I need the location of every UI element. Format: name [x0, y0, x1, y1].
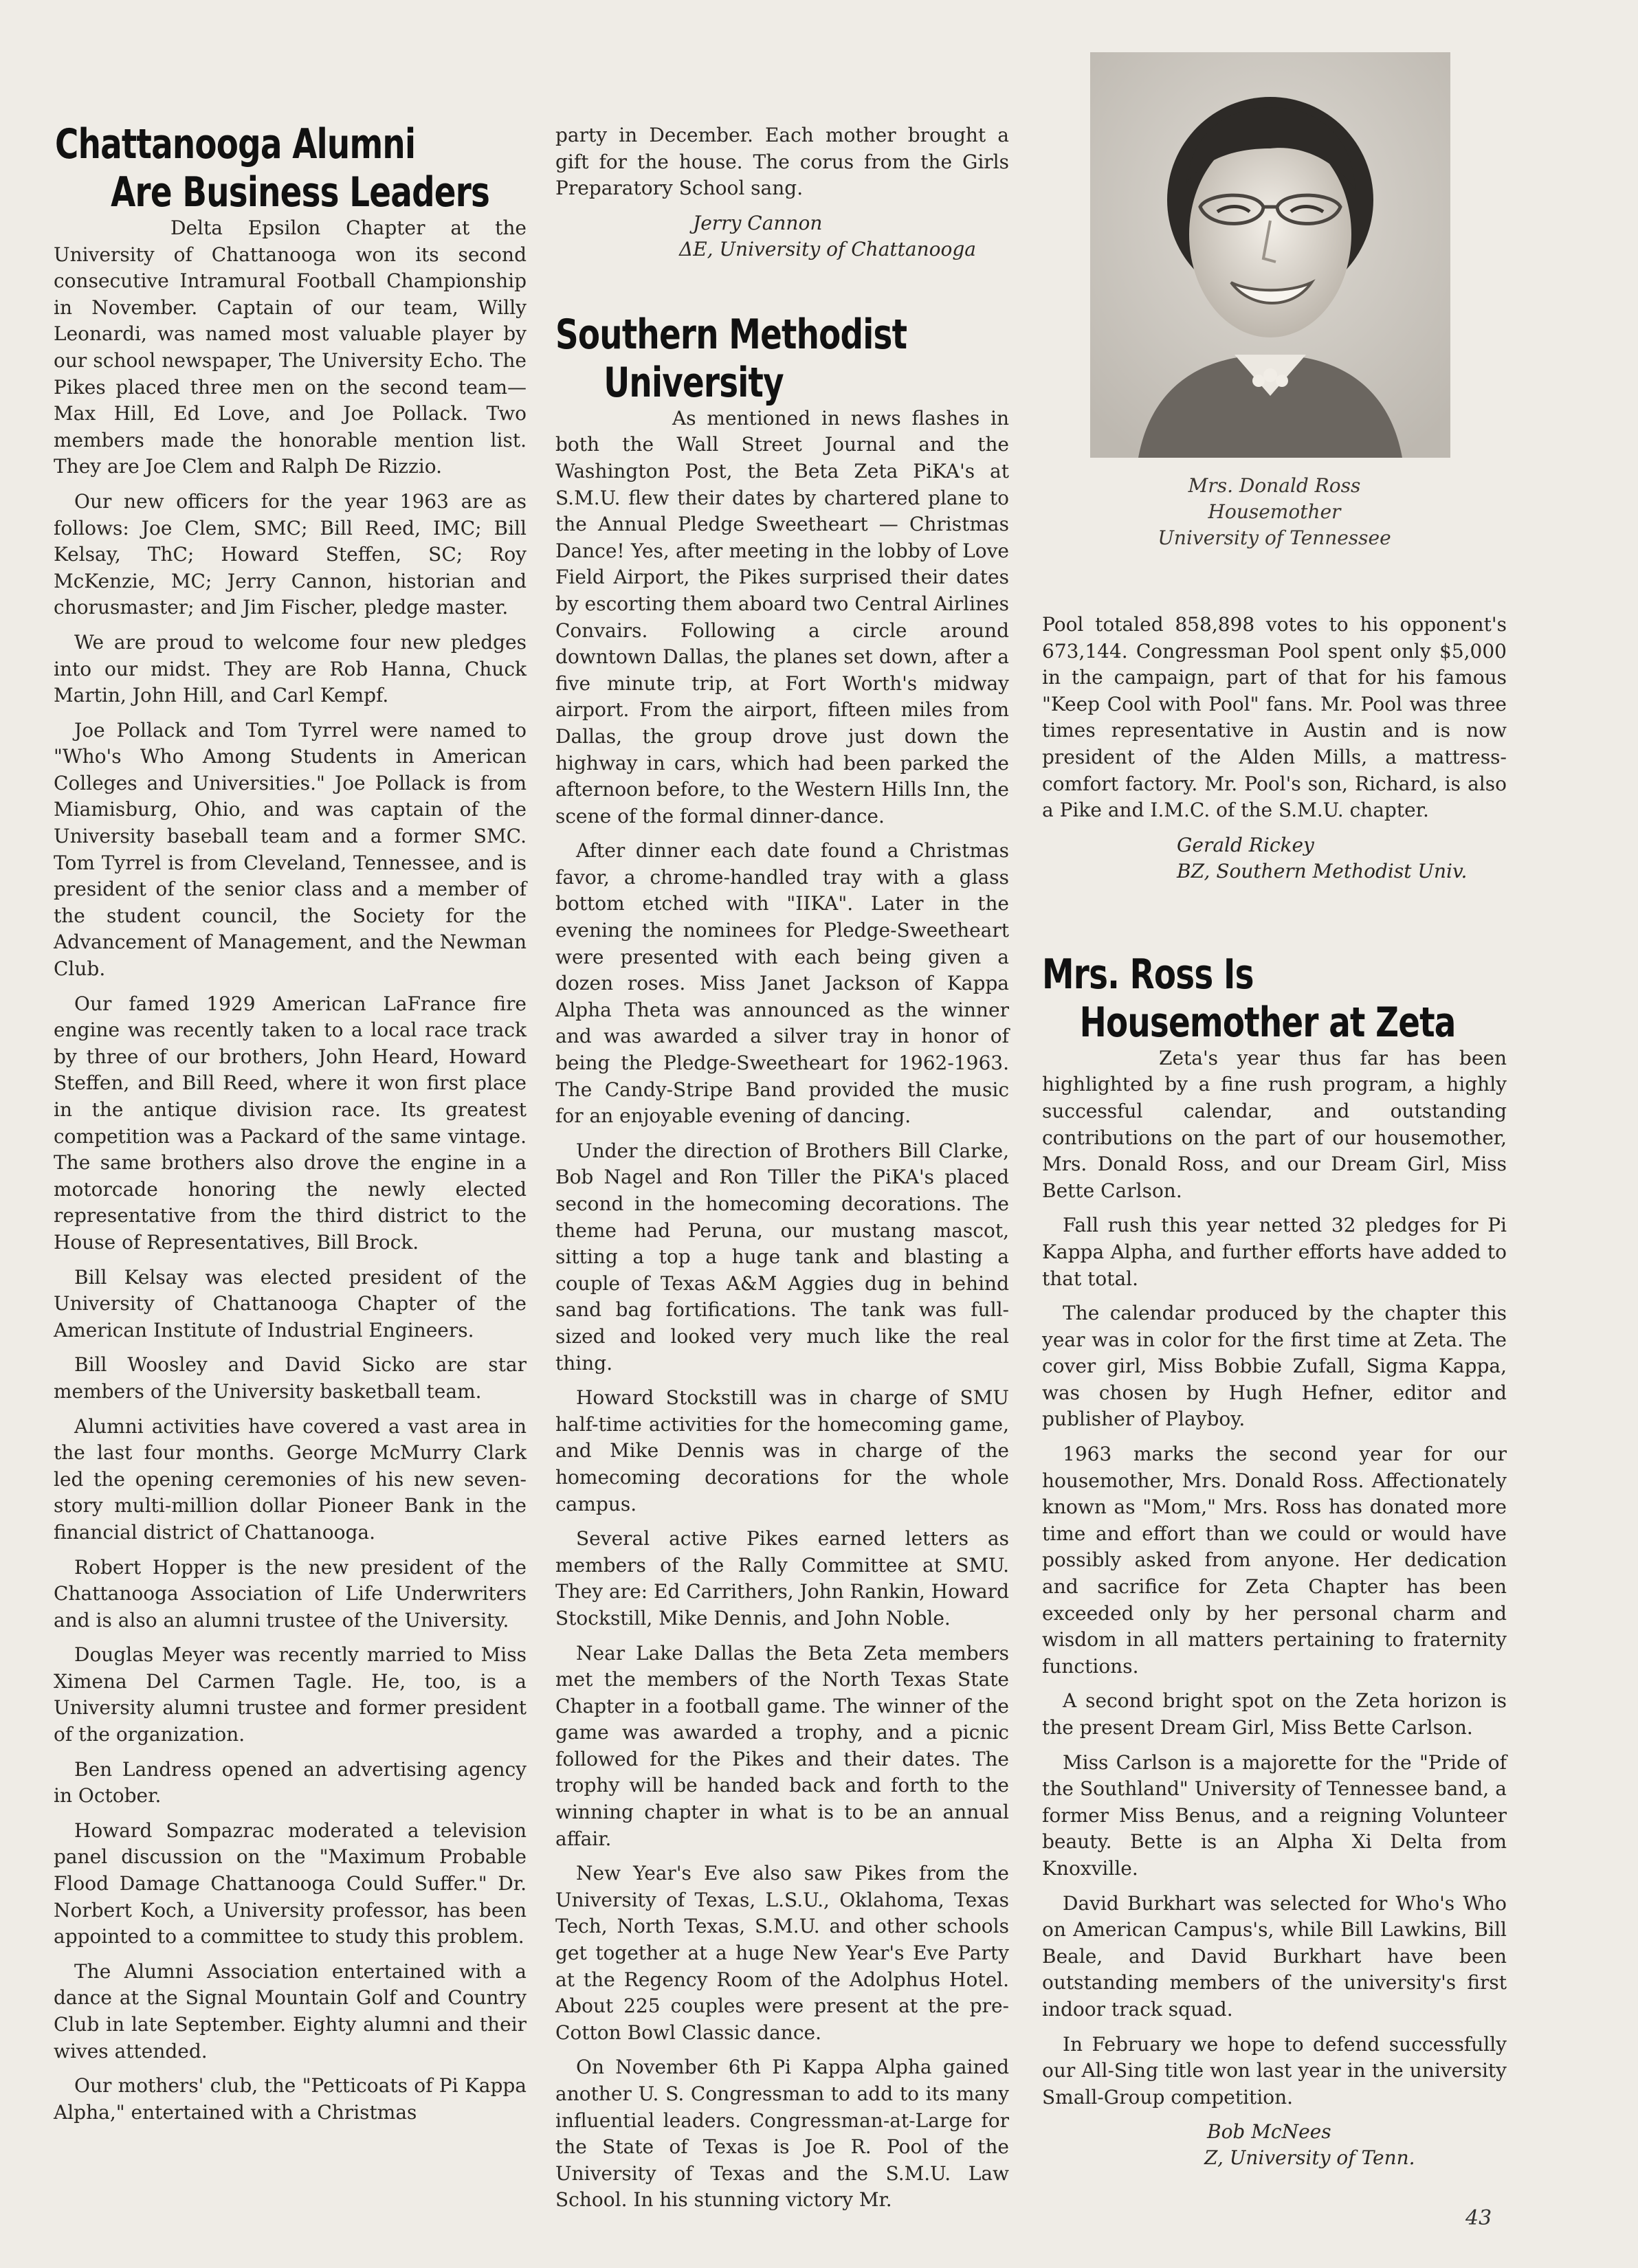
paragraph: The Alumni Association entertained with a dance at the Signal Mountain Golf and Country Club in late September. Eighty alumni and their wives attended.	[54, 1959, 527, 2063]
article-chattanooga-body	[54, 215, 527, 2126]
article-zeta-title	[1042, 950, 1456, 1047]
paragraph: Several active Pikes earned letters as members of the Rally Committee at SMU. They are: Ed Carrithers, John Rankin, Howard Stockstill, Mike Dennis, and John Noble.	[555, 1527, 1009, 1630]
column-right	[1042, 52, 1507, 2171]
paragraph: Delta Epsilon Chapter at the University of Chattanooga won its second consecutive Intramural Football Championship in November. Captain of our team, Willy Leonardi, was named most valuable player by our school newspaper, The University Echo. The Pikes placed three men on the second team—Max Hill, Ed Love, and Joe Pollack. Two members made the honorable mention list. They are Joe Clem and Ralph De Rizzio.	[54, 216, 527, 478]
title-line: Southern Methodist	[555, 310, 907, 359]
paragraph: Our mothers' club, the "Petticoats of Pi Kappa Alpha," entertained with a Christmas	[54, 2074, 527, 2124]
paragraph: New Year's Eve also saw Pikes from the University of Texas, L.S.U., Oklahoma, Texas Tech, North Texas, S.M.U. and other schools get together at a huge New Year's Eve Party at the Regency Room of the Adolphus Hotel. About 225 couples were present at the pre-Cotton Bowl Classic dance.	[555, 1862, 1009, 2044]
paragraph: Miss Carlson is a majorette for the "Pride of the Southland" University of Tennessee band, a former Miss Benus, and a reigning Volunteer beauty. Bette is an Alpha Xi Delta from Knoxville.	[1042, 1750, 1507, 1880]
paragraph: Fall rush this year netted 32 pledges for Pi Kappa Alpha, and further efforts have added to that total.	[1042, 1214, 1507, 1290]
caption-name: Mrs. Donald Ross	[1188, 474, 1361, 497]
paragraph: Bill Kelsay was elected president of the University of Chattanooga Chapter of the American Institute of Industrial Engineers.	[54, 1265, 527, 1342]
paragraph: Joe Pollack and Tom Tyrrel were named to "Who's Who Among Students in American Colleges and Universities." Joe Pollack is from Miamisburg, Ohio, and was captain of the University baseball team and a former SMC. Tom Tyrrel is from Cleveland, Tennessee, and is president of the senior class and a member of the student council, the Society for the Advancement of Management, and the Newman Club.	[54, 718, 527, 981]
article-chattanooga-signature	[555, 210, 1009, 263]
paragraph: Our famed 1929 American LaFrance fire engine was recently taken to a local race track by three of our brothers, John Heard, Howard Steffen, and Bill Reed, where it won first place in the antique division race. Its greatest competition was a Packard of the same vintage. The same brothers also drove the engine in a motorcade honoring the newly elected representative from the third district to the House of Representatives, Bill Brock.	[54, 992, 527, 1254]
article-smu-signature	[1042, 832, 1507, 885]
author-name: Gerald Rickey	[1177, 833, 1314, 856]
paragraph: Howard Sompazrac moderated a television panel discussion on the "Maximum Probable Flood Damage Chattanooga Could Suffer." Dr. Norbert Koch, a University professor, has been appointed to a committee to study this problem.	[54, 1819, 527, 1948]
paragraph: In February we hope to defend successfully our All-Sing title won last year in the university Small-Group competition.	[1042, 2032, 1507, 2109]
author-affiliation: BZ, Southern Methodist Univ.	[1177, 859, 1468, 882]
title-line: Housemother at Zeta	[1079, 998, 1456, 1047]
title-line: Are Business Leaders	[111, 168, 490, 216]
paragraph: After dinner each date found a Christmas favor, a chrome-handled tray with a glass bottom etched with "IIKA". Later in the evening the nominees for Pledge-Sweetheart were presented with each being given a dozen roses. Miss Janet Jackson of Kappa Alpha Theta was announced as the winner and was awarded a silver tray in honor of being the Pledge-Sweetheart for 1962-1963. The Candy-Stripe Band provided the music for an enjoyable evening of dancing.	[555, 839, 1009, 1128]
author-affiliation: ΔE, University of Chattanooga	[679, 237, 976, 260]
title-line: Mrs. Ross Is	[1042, 950, 1254, 999]
portrait-illustration	[1090, 52, 1450, 458]
column-left	[54, 120, 527, 2134]
author-name: Bob McNees	[1207, 2120, 1331, 2144]
paragraph: Our new officers for the year 1963 are as follows: Joe Clem, SMC; Bill Reed, IMC; Bill Kelsay, ThC; Howard Steffen, SC; Roy McKenzie, MC; Jerry Cannon, historian and chorusmaster; and Jim Fischer, pledge master.	[54, 489, 527, 619]
paragraph: David Burkhart was selected for Who's Who on American Campus's, while Bill Lawkins, Bill Beale, and David Burkhart have been outstanding members of the university's first indoor track squad.	[1042, 1891, 1507, 2021]
title-line: Chattanooga Alumni	[55, 120, 416, 168]
paragraph-continued: party in December. Each mother brought a gift for the house. The corus from the Girls Preparatory School sang.	[555, 124, 1009, 200]
caption-school: University of Tennessee	[1158, 526, 1391, 549]
paragraph-continued: Pool totaled 858,898 votes to his opponent's 673,144. Congressman Pool spent only $5,000 in the campaign, part of that for his famous "Keep Cool with Pool" fans. Mr. Pool was three times representative in Austin and is now president of the Alden Mills, a mattress-comfort factory. Mr. Pool's son, Richard, is also a Pike and I.M.C. of the S.M.U. chapter.	[1042, 613, 1507, 822]
page-number: 43	[1465, 2206, 1492, 2230]
paragraph: Alumni activities have covered a vast area in the last four months. George McMurry Clark led the opening ceremonies of his new seven-story multi-million dollar Pioneer Bank in the financial district of Chattanooga.	[54, 1414, 527, 1544]
author-affiliation: Z, University of Tenn.	[1204, 2146, 1415, 2170]
photo-caption	[1042, 473, 1507, 551]
title-line: University	[604, 358, 784, 407]
paragraph: Robert Hopper is the new president of the Chattanooga Association of Life Underwriters and is also an alumni trustee of the University.	[54, 1555, 527, 1632]
article-zeta-signature	[1042, 2119, 1507, 2171]
paragraph: Near Lake Dallas the Beta Zeta members met the members of the North Texas State Chapter in a football game. The winner of the game was awarded a trophy, and a picnic followed for the Pikes and their dates. The trophy will be handed back and forth to the winning chapter in what is to be an annual affair.	[555, 1641, 1009, 1850]
article-chattanooga-title	[55, 120, 490, 216]
article-zeta-body	[1042, 1045, 1507, 2111]
column-middle	[555, 122, 1009, 2222]
paragraph: We are proud to welcome four new pledges into our midst. They are Rob Hanna, Chuck Martin, John Hill, and Carl Kempf.	[54, 630, 527, 707]
author-name: Jerry Cannon	[693, 211, 823, 234]
paragraph: The calendar produced by the chapter this year was in color for the first time at Zeta. The cover girl, Miss Bobbie Zufall, Sigma Kappa, was chosen by Hugh Hefner, editor and publisher of Playboy.	[1042, 1302, 1507, 1431]
paragraph: Bill Woosley and David Sicko are star members of the University basketball team.	[54, 1353, 527, 1403]
paragraph: Ben Landress opened an advertising agency in October.	[54, 1757, 527, 1808]
paragraph: Douglas Meyer was recently married to Miss Ximena Del Carmen Tagle. He, too, is a University alumni trustee and former president of the organization.	[54, 1643, 527, 1746]
paragraph: 1963 marks the second year for our housemother, Mrs. Donald Ross. Affectionately known as "Mom," Mrs. Ross has donated more time and effort than we could or would have possibly asked from anyone. Her dedication and sacrifice for Zeta Chapter has been exceeded only by her personal charm and wisdom in all matters pertaining to fraternity functions.	[1042, 1443, 1507, 1678]
paragraph: Under the direction of Brothers Bill Clarke, Bob Nagel and Ron Tiller the PiKA's placed second in the homecoming decorations. The theme had Peruna, our mustang mascot, sitting a top a huge tank and blasting a couple of Texas A&M Aggies dug in behind sand bag fortifications. The tank was full-sized and looked very much like the real thing.	[555, 1139, 1009, 1375]
paragraph: A second bright spot on the Zeta horizon is the present Dream Girl, Miss Bette Carlson.	[1042, 1689, 1507, 1739]
paragraph: Zeta's year thus far has been highlighted by a fine rush program, a highly successful calendar, and outstanding contributions on the part of our housemother, Mrs. Donald Ross, and our Dream Girl, Miss Bette Carlson.	[1042, 1046, 1507, 1202]
paragraph: Howard Stockstill was in charge of SMU half-time activities for the homecoming game, and Mike Dennis was in charge of the homecoming decorations for the whole campus.	[555, 1386, 1009, 1515]
paragraph: As mentioned in news flashes in both the Wall Street Journal and the Washington Post, the Beta Zeta PiKA's at S.M.U. flew their dates by chartered plane to the Annual Pledge Sweetheart — Christmas Dance! Yes, after meeting in the lobby of Love Field Airport, the Pikes surprised their dates by escorting them aboard two Central Airlines Convairs. Following a circle around downtown Dallas, the planes set down, after a five minute trip, at Fort Worth's midway airport. From the airport, fifteen miles from Dallas, the group drove just down the highway in cars, which had been parked the afternoon before, to the Western Hills Inn, the scene of the formal dinner-dance.	[555, 406, 1009, 827]
housemother-photo	[1090, 52, 1450, 458]
paragraph: On November 6th Pi Kappa Alpha gained another U. S. Congressman to add to its many influential leaders. Congressman-at-Large for the State of Texas is Joe R. Pool of the University of Texas and the S.M.U. Law School. In his stunning victory Mr.	[555, 2056, 1009, 2212]
caption-role: Housemother	[1208, 500, 1341, 523]
article-smu-body	[555, 405, 1009, 2214]
article-smu-title	[555, 311, 909, 407]
